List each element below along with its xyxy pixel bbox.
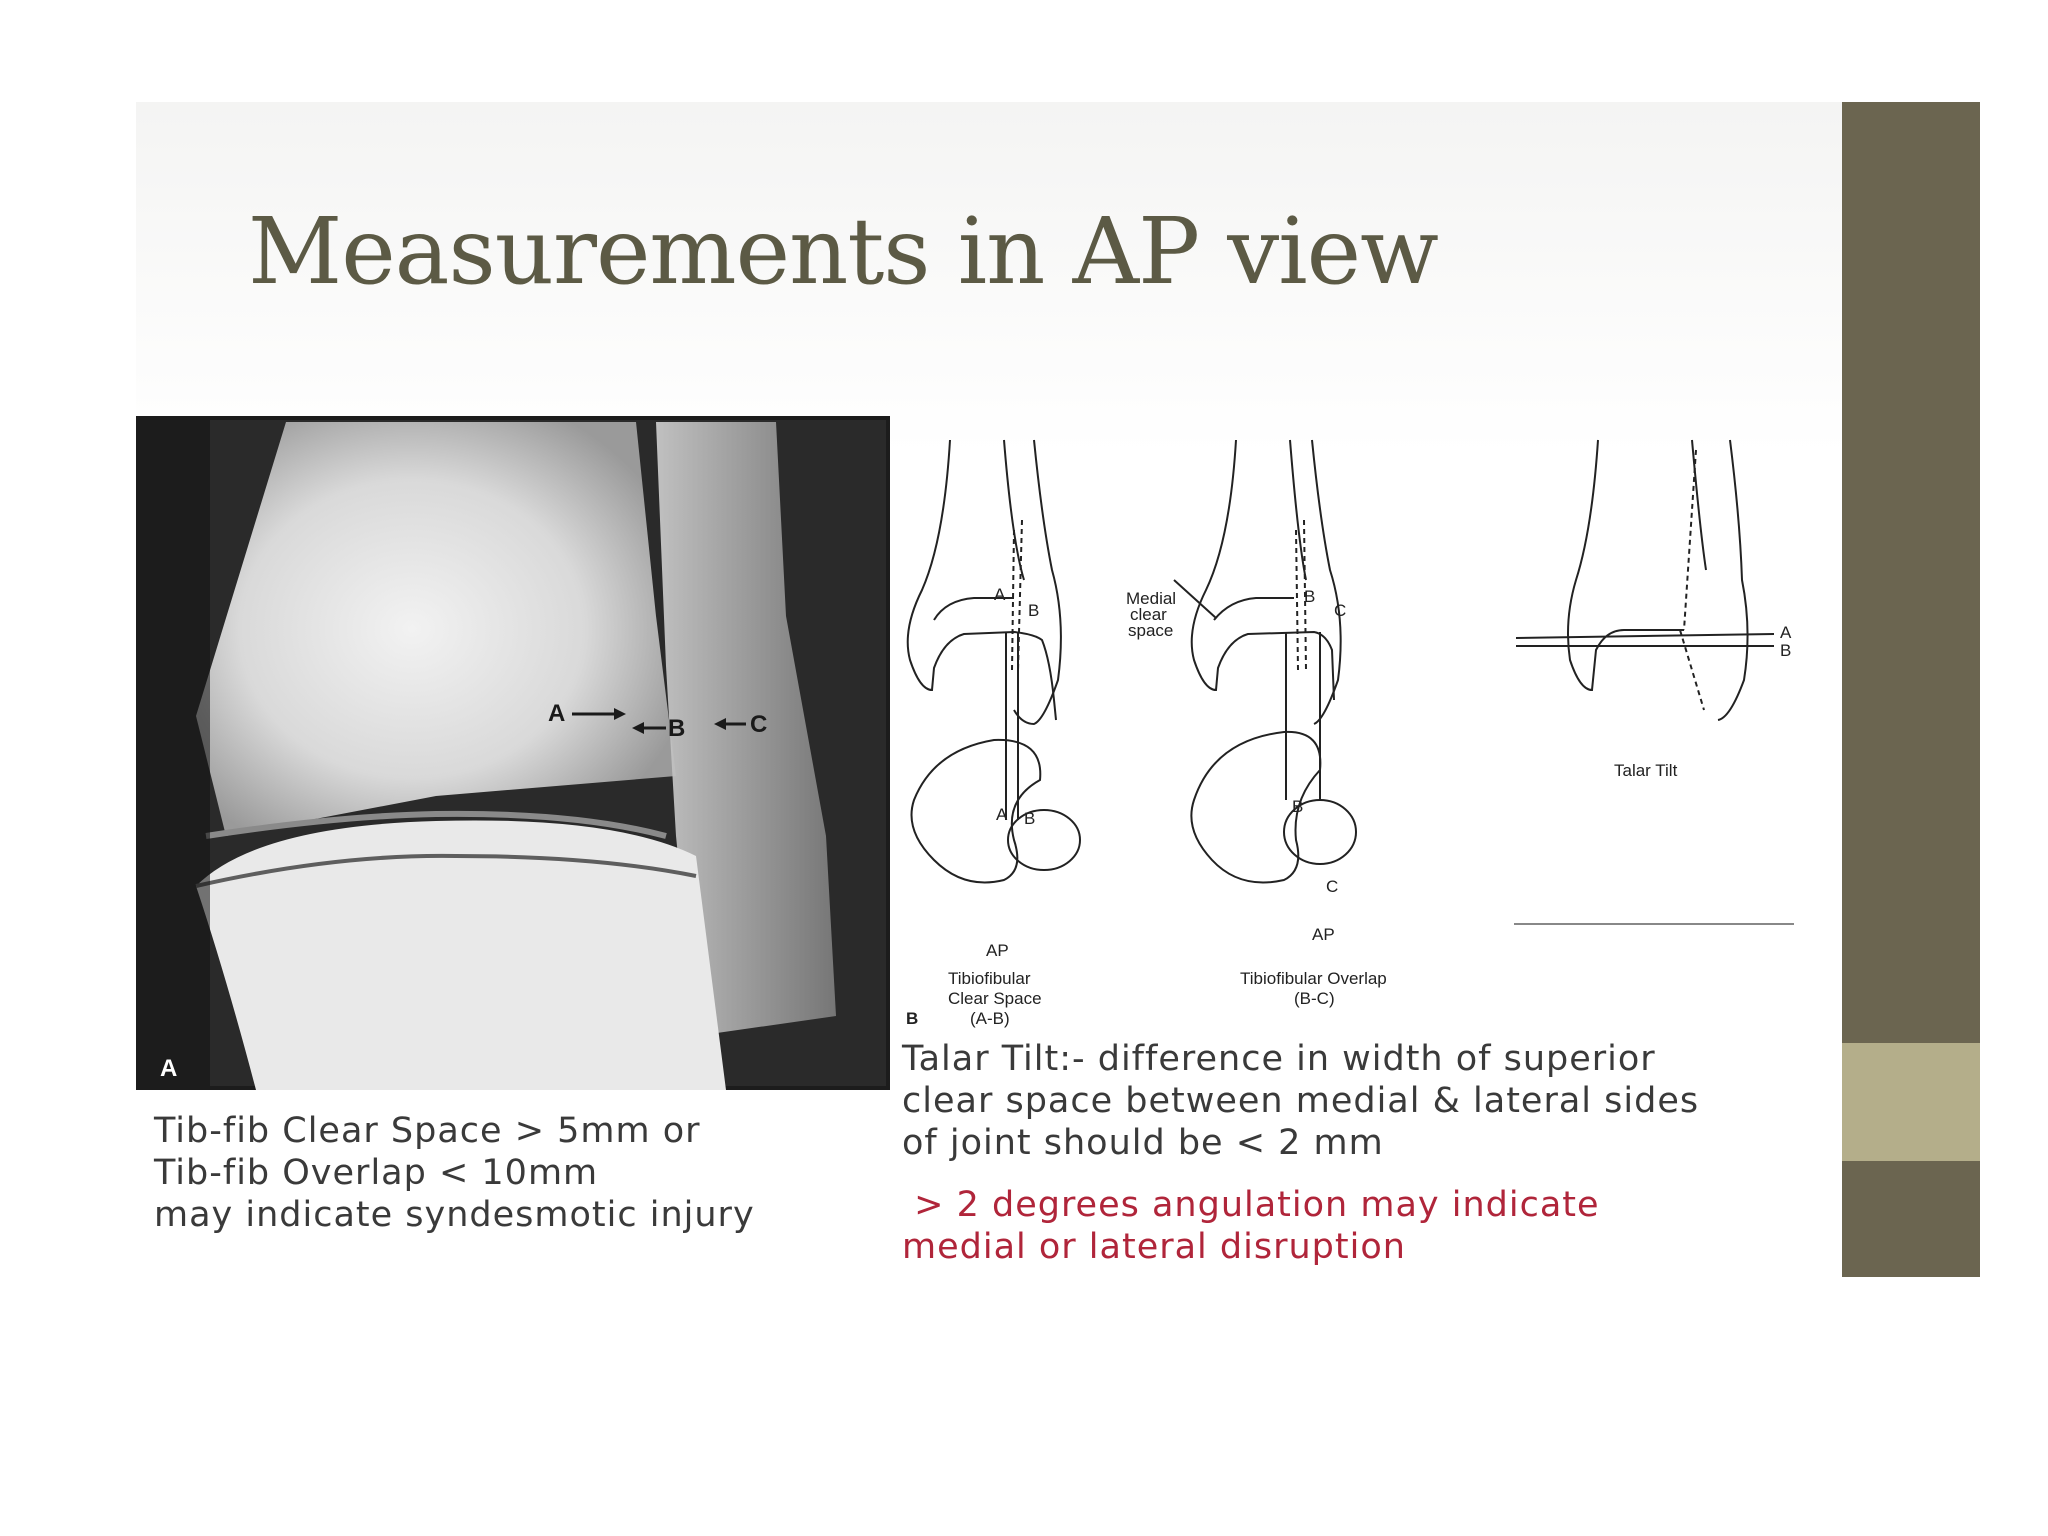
slide-sidebar-accent — [1842, 1043, 1980, 1161]
clear-space-view-label: AP — [986, 941, 1009, 960]
ankle-diagrams — [894, 420, 1800, 1040]
overlap-label-b: B — [1304, 587, 1316, 606]
talar-tilt-caption: Talar Tilt — [1614, 761, 1678, 780]
overlap-diagram — [1126, 440, 1387, 1008]
overlap-axial-c: C — [1326, 877, 1339, 896]
medial-clear-space-3: space — [1128, 621, 1174, 640]
talar-tilt-label-b: B — [1780, 641, 1792, 660]
criteria-line-3: may indicate syndesmotic injury — [154, 1195, 755, 1235]
definition-line-1: Talar Tilt:- difference in width of superior — [902, 1039, 1656, 1079]
clear-space-label-b: B — [1028, 601, 1040, 620]
clear-space-caption-3: (A-B) — [970, 1009, 1010, 1028]
overlap-caption-1: Tibiofibular Overlap — [1240, 969, 1387, 988]
syndesmosis-criteria-text — [154, 1110, 755, 1236]
warning-line-1: > 2 degrees angulation may indicate — [902, 1185, 1600, 1225]
xray-marker-c: C — [750, 711, 768, 738]
clear-space-diagram — [906, 440, 1080, 1028]
xray-marker-b: B — [668, 715, 686, 742]
ankle-xray-image — [136, 416, 890, 1090]
clear-space-caption-2: Clear Space — [948, 989, 1042, 1008]
clear-space-axial-a: A — [996, 805, 1008, 824]
medial-clear-space-2: clear — [1130, 605, 1167, 624]
xray-panel-label: A — [160, 1055, 178, 1082]
clear-space-caption-1: Tibiofibular — [948, 969, 1031, 988]
angulation-warning — [902, 1184, 1600, 1268]
overlap-label-c: C — [1334, 601, 1347, 620]
talar-tilt-label-a: A — [1780, 623, 1792, 642]
criteria-line-1: Tib-fib Clear Space > 5mm or — [154, 1111, 701, 1151]
talar-tilt-diagram — [1514, 440, 1794, 924]
xray-marker-a: A — [548, 700, 566, 727]
definition-line-3: of joint should be < 2 mm — [902, 1123, 1384, 1163]
medial-clear-space-1: Medial — [1126, 589, 1177, 608]
overlap-caption-2: (B-C) — [1294, 989, 1335, 1008]
overlap-axial-b: B — [1292, 797, 1304, 816]
talar-tilt-definition — [902, 1038, 1699, 1164]
clear-space-axial-b: B — [1024, 809, 1036, 828]
definition-line-2: clear space between medial & lateral sides — [902, 1081, 1700, 1121]
slide-title: Measurements in AP view — [248, 198, 1438, 305]
clear-space-label-a: A — [994, 585, 1006, 604]
warning-line-2: medial or lateral disruption — [902, 1227, 1406, 1267]
diagram-panel-label: B — [906, 1009, 919, 1028]
overlap-view-label: AP — [1312, 925, 1335, 944]
criteria-line-2: Tib-fib Overlap < 10mm — [154, 1153, 599, 1193]
